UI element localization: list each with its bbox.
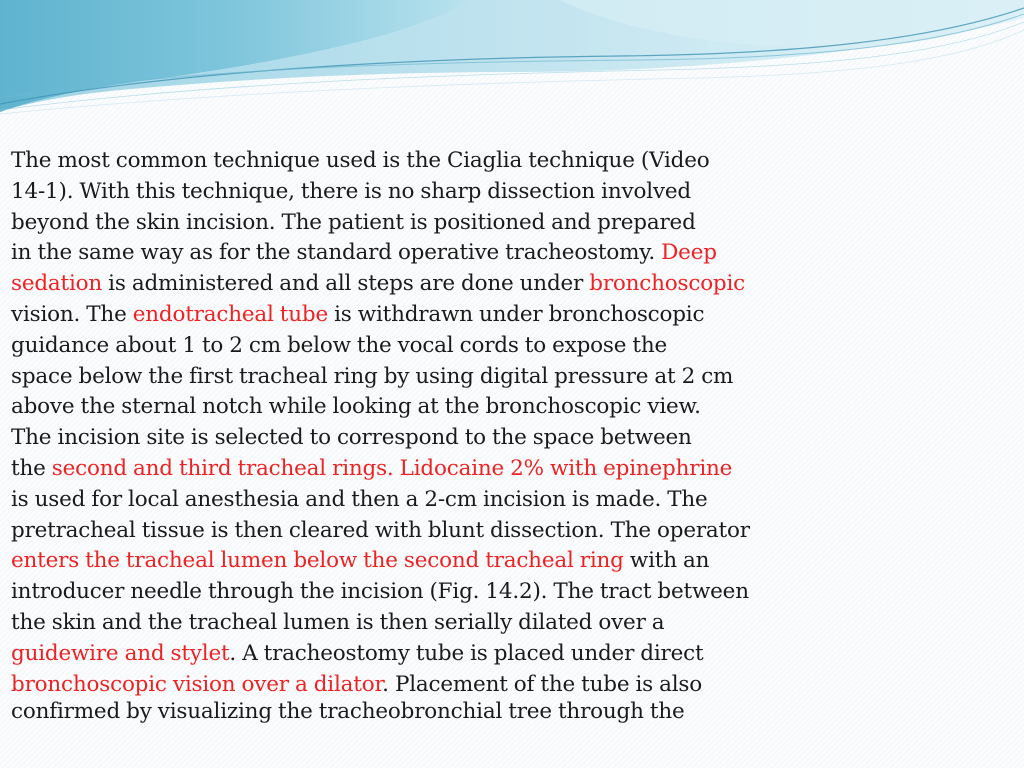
text-run: vision. The	[11, 301, 133, 327]
text-line	[11, 639, 1011, 670]
text-line	[11, 238, 1011, 269]
text-run: the skin and the tracheal lumen is then serially dilated over a	[11, 609, 665, 635]
slide-body-text	[11, 146, 1011, 728]
text-line	[11, 516, 1011, 547]
text-line	[11, 423, 1011, 454]
text-run: . Placement of the tube is also	[382, 671, 703, 697]
text-line	[11, 670, 1011, 701]
text-line	[11, 697, 1011, 728]
header-wave-banner	[0, 0, 1024, 120]
text-line	[11, 577, 1011, 608]
text-line	[11, 269, 1011, 300]
text-line	[11, 331, 1011, 362]
text-line	[11, 392, 1011, 423]
text-run: is used for local anesthesia and then a 2-cm incision is made. The	[11, 486, 708, 512]
text-line	[11, 300, 1011, 331]
text-run: in the same way as for the standard operative tracheostomy.	[11, 240, 662, 266]
text-run: 14-1). With this technique, there is no sharp dissection involved	[11, 178, 691, 204]
text-line	[11, 485, 1011, 516]
text-line	[11, 362, 1011, 393]
text-run: beyond the skin incision. The patient is positioned and prepared	[11, 209, 696, 235]
text-run: is administered and all steps are done under	[102, 271, 590, 297]
text-line	[11, 146, 1011, 177]
text-run: . A tracheostomy tube is placed under direct	[229, 640, 704, 666]
text-line	[11, 546, 1011, 577]
text-run: The most common technique used is the Ciaglia technique (Video	[11, 148, 710, 173]
highlighted-term: enters the tracheal lumen below the second tracheal ring	[11, 548, 624, 574]
text-line	[11, 177, 1011, 208]
text-run: the	[11, 455, 52, 481]
text-line	[11, 608, 1011, 639]
highlighted-term: sedation	[11, 271, 103, 297]
highlighted-term: guidewire and stylet	[11, 640, 230, 666]
text-run: The incision site is selected to correspond to the space between	[11, 425, 692, 451]
text-line	[11, 454, 1011, 485]
text-run: introducer needle through the incision (Fig. 14.2). The tract between	[11, 579, 749, 605]
text-run: confirmed by visualizing the tracheobronchial tree through the	[11, 699, 685, 725]
text-run: above the sternal notch while looking at the bronchoscopic view.	[11, 394, 701, 420]
text-run: with an	[623, 548, 710, 574]
highlighted-term: endotracheal tube	[132, 301, 328, 327]
highlighted-term: bronchoscopic vision over a dilator	[11, 671, 383, 697]
text-line	[11, 208, 1011, 239]
text-run: pretracheal tissue is then cleared with blunt dissection. The operator	[11, 517, 750, 543]
text-run: is withdrawn under bronchoscopic	[327, 301, 705, 327]
highlighted-term: second and third tracheal rings. Lidocaine 2% with epinephrine	[51, 455, 733, 481]
text-run: space below the first tracheal ring by using digital pressure at 2 cm	[11, 363, 734, 389]
highlighted-term: bronchoscopic	[589, 271, 746, 297]
text-run: guidance about 1 to 2 cm below the vocal cords to expose the	[11, 332, 667, 358]
highlighted-term: Deep	[661, 240, 717, 266]
